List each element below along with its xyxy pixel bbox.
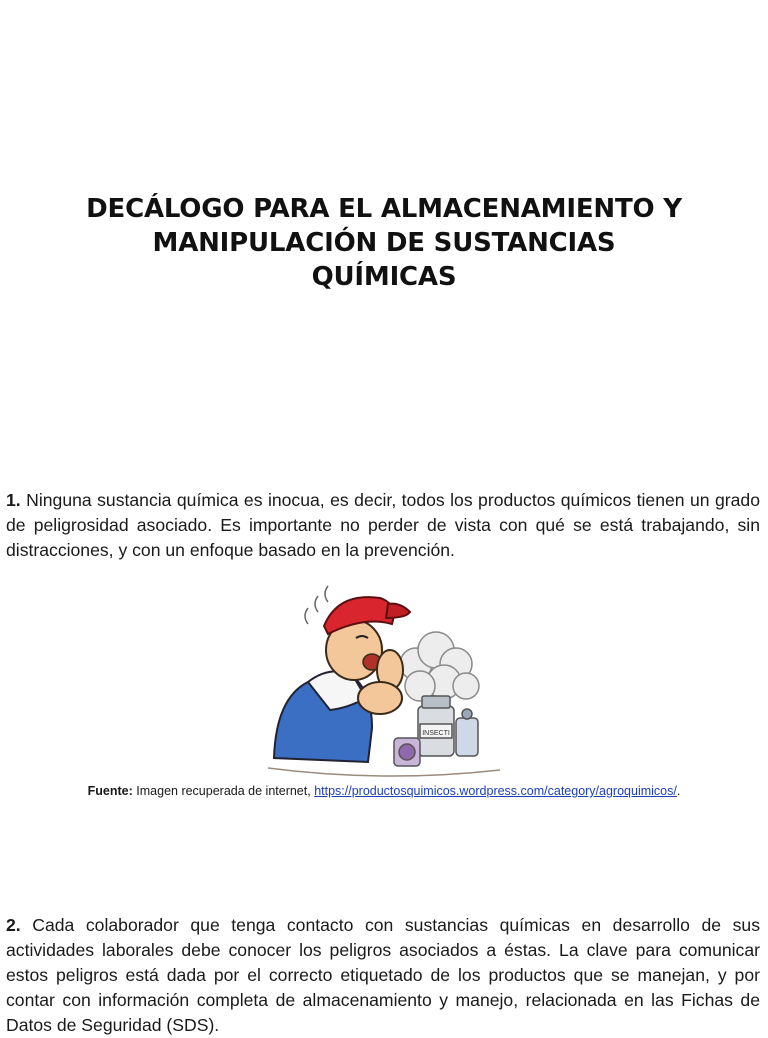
- decalogue-item-1: [6, 488, 760, 563]
- bottle-label: INSECTI: [422, 730, 450, 737]
- title-line-2: MANIPULACIÓN DE SUSTANCIAS: [152, 228, 616, 258]
- item-number: 2.: [6, 915, 21, 935]
- caption-label: Fuente:: [87, 784, 133, 798]
- title-line-1: DECÁLOGO PARA EL ALMACENAMIENTO Y: [86, 194, 682, 224]
- worker-chemical-illustration: [268, 578, 500, 780]
- figure-caption: [0, 784, 768, 798]
- caption-text: Imagen recuperada de internet,: [136, 784, 311, 798]
- item-number: 1.: [6, 490, 21, 510]
- caption-period: .: [676, 784, 681, 798]
- title-line-3: QUÍMICAS: [311, 262, 457, 292]
- item-text: Ninguna sustancia química es inocua, es decir, todos los productos químicos tienen un grado de peligrosidad asociado. Es importante no perder de vista con qué se está trabajando, sin distracciones, y con un enfoque basado en la prevención.: [6, 490, 760, 560]
- item-text: Cada colaborador que tenga contacto con sustancias químicas en desarrollo de sus actividades laborales debe conocer los peligros asociados a éstas. La clave para comunicar estos peligros está dada por el correcto etiquetado de los productos que se manejan, y por contar con información completa de almacenamiento y manejo, relacionada en las Fichas de Datos de Seguridad (SDS).: [6, 915, 761, 1035]
- decalogue-item-2: [6, 913, 760, 1038]
- document-title: [60, 192, 708, 294]
- source-link[interactable]: https://productosquimicos.wordpress.com/category/agroquimicos/: [314, 784, 677, 798]
